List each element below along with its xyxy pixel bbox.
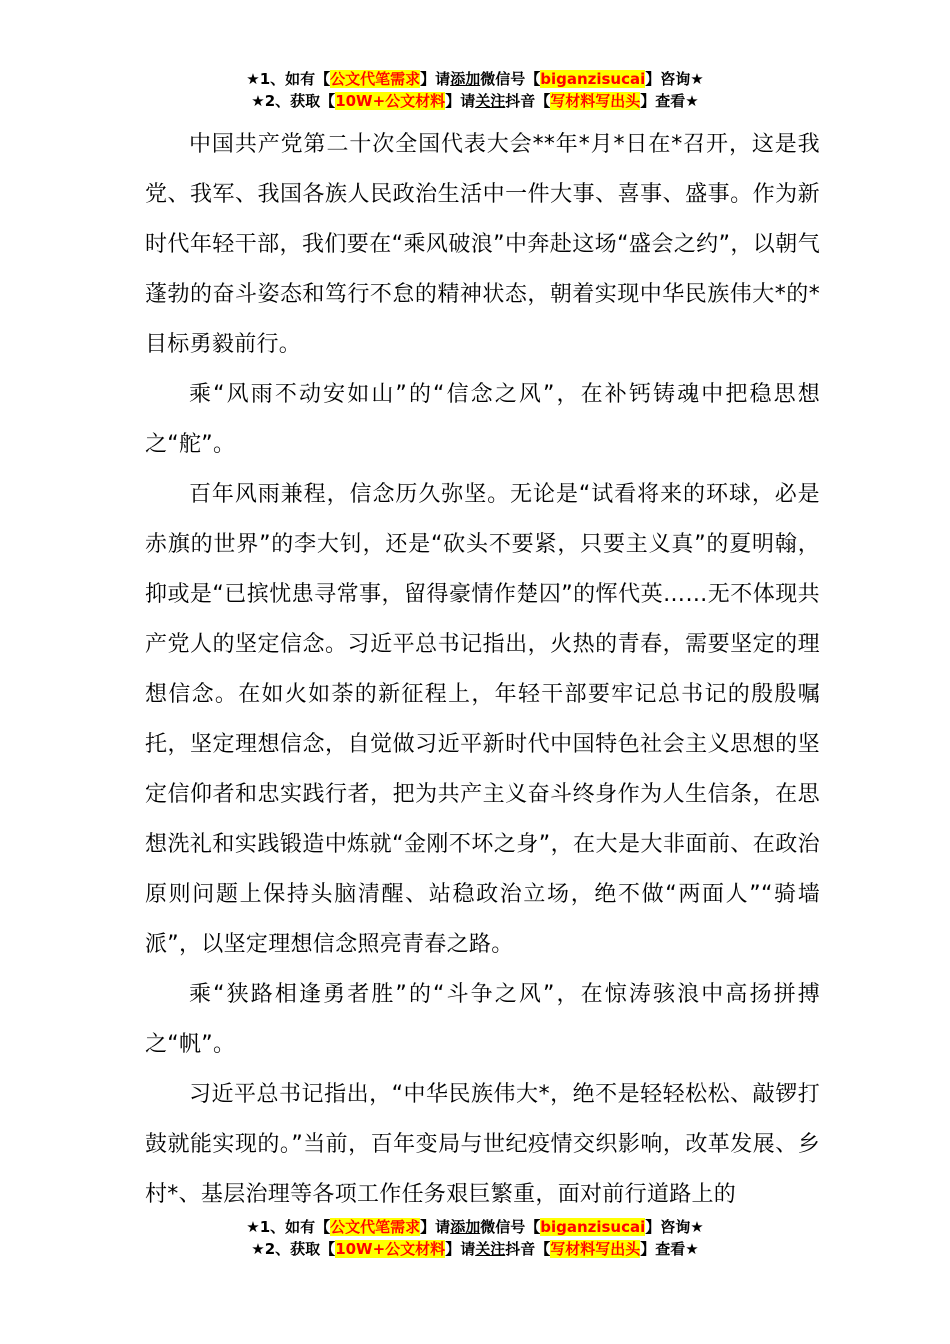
star-icon: ★ (690, 70, 704, 88)
star-icon: ★ (251, 92, 265, 110)
banner-line-1: ★1、如有【公文代笔需求】请添加微信号【biganzisucai】咨询★ (246, 70, 704, 88)
highlight-service: 公文代笔需求 (330, 70, 421, 88)
star-icon: ★ (246, 70, 260, 88)
highlight-douyin-account: 写材料写出头 (550, 1240, 641, 1258)
star-icon: ★ (690, 1218, 704, 1236)
highlight-materials: 10W+公文材料 (335, 92, 446, 110)
highlight-wechat-id: biganzisucai (540, 70, 646, 88)
highlight-wechat-id: biganzisucai (540, 1218, 646, 1236)
paragraph: 习近平总书记指出，“中华民族伟大*，绝不是轻轻松松、敲锣打鼓就能实现的。”当前，百年变局与世纪疫情交织影响，改革发展、乡村*、基层治理等各项工作任务艰巨繁重，面对前行道路上的 (145, 1082, 820, 1207)
highlight-douyin-account: 写材料写出头 (550, 92, 641, 110)
header-banner (0, 68, 950, 112)
document-body (145, 120, 820, 1220)
banner-line-2: ★2、获取【10W+公文材料】请关注抖音【写材料写出头】查看★ (251, 1240, 699, 1258)
section-heading: 乘“狭路相逢勇者胜”的“斗争之风”，在惊涛骇浪中高扬拼搏之“帆”。 (145, 982, 820, 1057)
paragraph: 中国共产党第二十次全国代表大会**年*月*日在*召开，这是我党、我军、我国各族人民政治生活中一件大事、喜事、盛事。作为新时代年轻干部，我们要在“乘风破浪”中奔赴这场“盛会之约”，以朝气蓬勃的奋斗姿态和笃行不怠的精神状态，朝着实现中华民族伟大*的*目标勇毅前行。 (145, 132, 820, 357)
star-icon: ★ (685, 92, 699, 110)
star-icon: ★ (246, 1218, 260, 1236)
section-heading: 乘“风雨不动安如山”的“信念之风”，在补钙铸魂中把稳思想之“舵”。 (145, 382, 820, 457)
highlight-materials: 10W+公文材料 (335, 1240, 446, 1258)
banner-line-1: ★1、如有【公文代笔需求】请添加微信号【biganzisucai】咨询★ (246, 1218, 704, 1236)
paragraph: 百年风雨兼程，信念历久弥坚。无论是“试看将来的环球，必是赤旗的世界”的李大钊，还是“砍头不要紧，只要主义真”的夏明翰，抑或是“已摈忧患寻常事，留得豪情作楚囚”的恽代英……无不体现共产党人的坚定信念。习近平总书记指出，火热的青春，需要坚定的理想信念。在如火如荼的新征程上，年轻干部要牢记总书记的殷殷嘱托，坚定理想信念，自觉做习近平新时代中国特色社会主义思想的坚定信仰者和忠实践行者，把为共产主义奋斗终身作为人生信条，在思想洗礼和实践锻造中炼就“金刚不坏之身”，在大是大非面前、在政治原则问题上保持头脑清醒、站稳政治立场，绝不做“两面人”“骑墙派”，以坚定理想信念照亮青春之路。 (145, 482, 820, 957)
star-icon: ★ (685, 1240, 699, 1258)
footer-banner (0, 1216, 950, 1260)
star-icon: ★ (251, 1240, 265, 1258)
banner-line-2: ★2、获取【10W+公文材料】请关注抖音【写材料写出头】查看★ (251, 92, 699, 110)
highlight-service: 公文代笔需求 (330, 1218, 421, 1236)
